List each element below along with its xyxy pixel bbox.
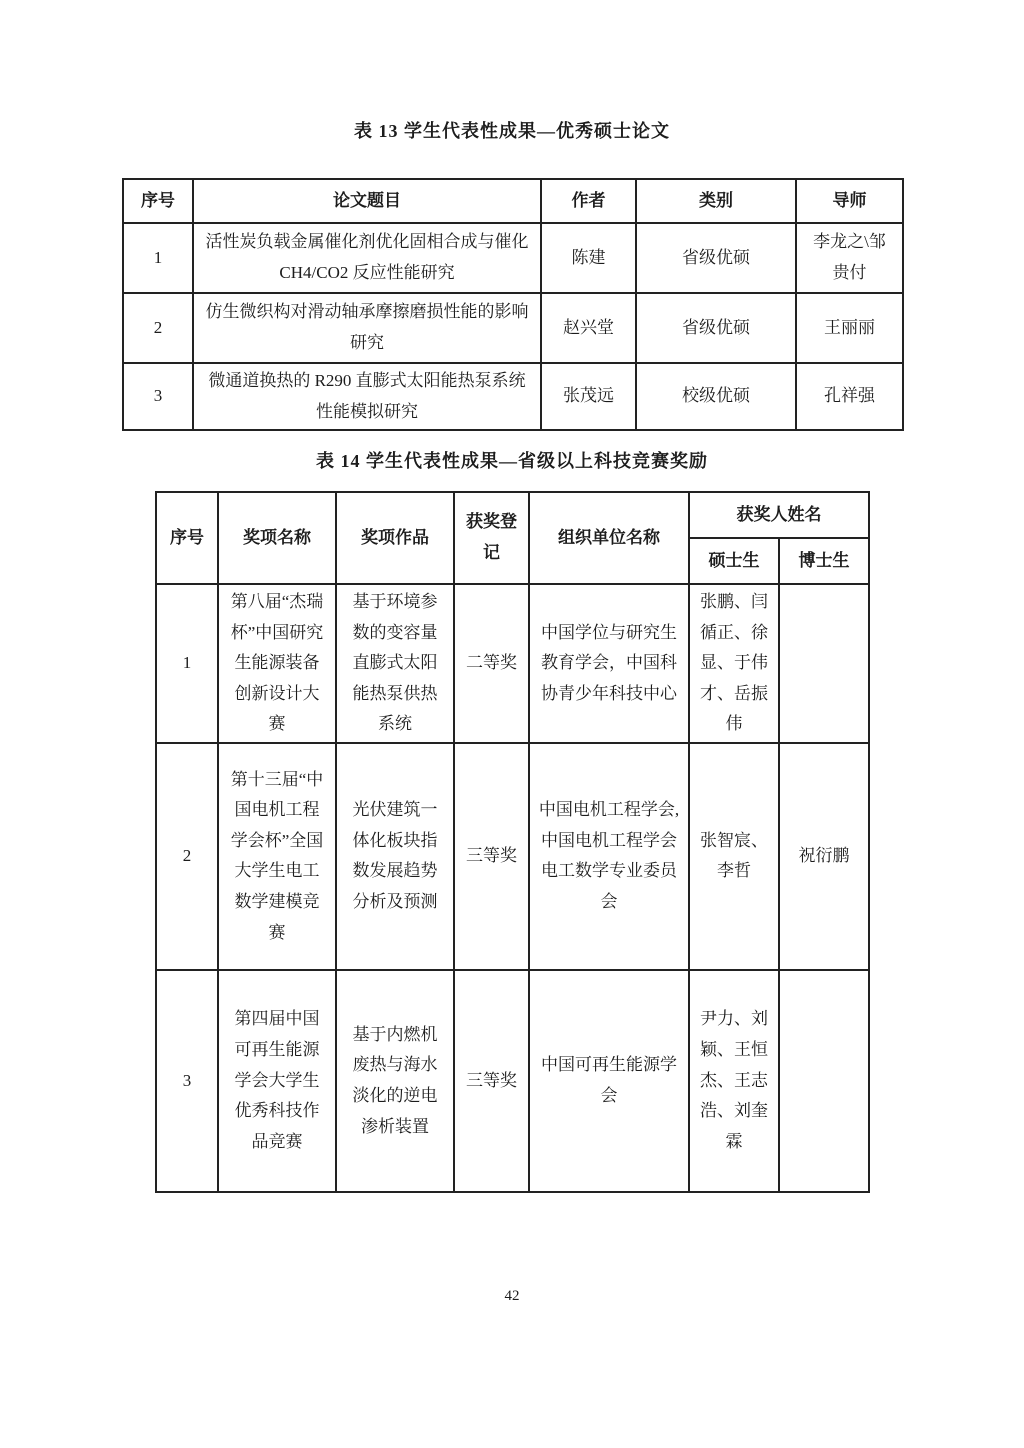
col-header-organizer: 组织单位名称 — [529, 492, 689, 584]
cell-author: 陈建 — [541, 223, 636, 293]
cell-no: 1 — [156, 584, 218, 743]
table14-competition-awards — [155, 491, 870, 1193]
cell-author: 赵兴堂 — [541, 293, 636, 363]
cell-masters: 张智宸、李哲 — [689, 743, 779, 970]
col-header-author: 作者 — [541, 179, 636, 223]
cell-advisor: 王丽丽 — [796, 293, 903, 363]
cell-award-name: 第八届“杰瑞杯”中国研究生能源装备创新设计大赛 — [218, 584, 336, 743]
cell-no: 3 — [156, 970, 218, 1192]
table-row — [156, 743, 869, 970]
cell-no: 3 — [123, 363, 193, 430]
cell-award-name: 第四届中国可再生能源学会大学生优秀科技作品竞赛 — [218, 970, 336, 1192]
col-header-category: 类别 — [636, 179, 796, 223]
col-header-masters: 硕士生 — [689, 538, 779, 584]
page-number: 42 — [504, 1288, 520, 1304]
table13-title: 表 13 学生代表性成果—优秀硕士论文 — [354, 121, 670, 141]
cell-award-grade: 三等奖 — [454, 970, 529, 1192]
table14-header-row-1 — [156, 492, 869, 538]
col-header-advisor: 导师 — [796, 179, 903, 223]
cell-award-work: 基于环境参数的变容量直膨式太阳能热泵供热系统 — [336, 584, 454, 743]
table-row — [123, 293, 903, 363]
cell-no: 1 — [123, 223, 193, 293]
table14-title: 表 14 学生代表性成果—省级以上科技竞赛奖励 — [316, 451, 708, 471]
cell-category: 校级优硕 — [636, 363, 796, 430]
table-row — [123, 363, 903, 430]
table13-header-row — [123, 179, 903, 223]
cell-masters: 尹力、刘颖、王恒杰、王志浩、刘奎霖 — [689, 970, 779, 1192]
cell-award-work: 光伏建筑一体化板块指数发展趋势分析及预测 — [336, 743, 454, 970]
cell-organizer: 中国学位与研究生教育学会，中国科协青少年科技中心 — [529, 584, 689, 743]
cell-doctors — [779, 584, 869, 743]
col-header-doctors: 博士生 — [779, 538, 869, 584]
cell-doctors — [779, 970, 869, 1192]
cell-thesis-title: 微通道换热的 R290 直膨式太阳能热泵系统性能模拟研究 — [193, 363, 541, 430]
cell-organizer: 中国电机工程学会,中国电机工程学会电工数学专业委员会 — [529, 743, 689, 970]
cell-author: 张茂远 — [541, 363, 636, 430]
cell-category: 省级优硕 — [636, 223, 796, 293]
table-row — [156, 970, 869, 1192]
cell-advisor: 李龙之\邹贵付 — [796, 223, 903, 293]
col-header-award-name: 奖项名称 — [218, 492, 336, 584]
cell-no: 2 — [123, 293, 193, 363]
col-header-award-work: 奖项作品 — [336, 492, 454, 584]
col-header-no: 序号 — [156, 492, 218, 584]
col-header-winners: 获奖人姓名 — [689, 492, 869, 538]
cell-advisor: 孔祥强 — [796, 363, 903, 430]
cell-doctors: 祝衍鹏 — [779, 743, 869, 970]
cell-masters: 张鹏、闫循正、徐显、于伟才、岳振伟 — [689, 584, 779, 743]
cell-thesis-title: 活性炭负载金属催化剂优化固相合成与催化 CH4/CO2 反应性能研究 — [193, 223, 541, 293]
table-row — [123, 223, 903, 293]
col-header-thesis-title: 论文题目 — [193, 179, 541, 223]
cell-award-name: 第十三届“中国电机工程学会杯”全国大学生电工数学建模竞赛 — [218, 743, 336, 970]
cell-thesis-title: 仿生微织构对滑动轴承摩擦磨损性能的影响研究 — [193, 293, 541, 363]
cell-award-grade: 二等奖 — [454, 584, 529, 743]
table13-excellent-theses — [122, 178, 904, 431]
cell-award-grade: 三等奖 — [454, 743, 529, 970]
cell-no: 2 — [156, 743, 218, 970]
col-header-no: 序号 — [123, 179, 193, 223]
cell-organizer: 中国可再生能源学会 — [529, 970, 689, 1192]
col-header-award-grade: 获奖登记 — [454, 492, 529, 584]
table-row — [156, 584, 869, 743]
cell-award-work: 基于内燃机废热与海水淡化的逆电渗析装置 — [336, 970, 454, 1192]
cell-category: 省级优硕 — [636, 293, 796, 363]
